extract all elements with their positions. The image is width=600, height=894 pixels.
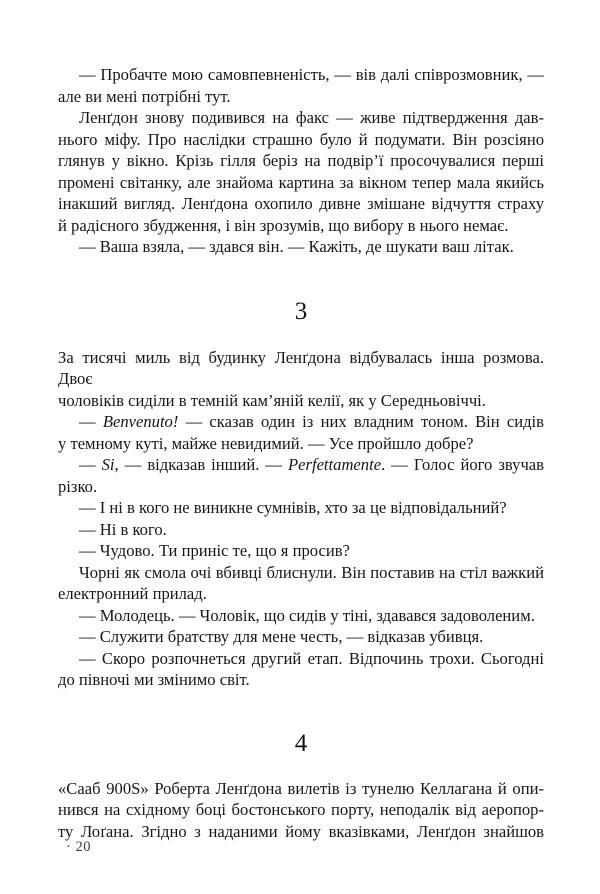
text-line: нього міфу. Про наслідки страшно було й подумати. Він розсіяно xyxy=(58,129,544,149)
paragraph xyxy=(58,454,544,497)
text-line: — І ні в кого не виникне сумнівів, хто за це відповідальний? xyxy=(79,498,507,517)
text-line: ту Лоґана. Згідно з наданими йому вказівками, Ленґдон знайшов xyxy=(58,821,544,841)
text-line: до півночі ми змінимо світ. xyxy=(58,670,250,689)
text-line: — Пробачте мою самовпевненість, — вів далі співрозмовник, — xyxy=(79,65,544,84)
chapter-number: 3 xyxy=(294,297,308,325)
text-line: — Скоро розпочнеться другий етап. Відпочинь трохи. Сьогодні xyxy=(79,648,544,668)
paragraph xyxy=(58,519,544,541)
text-line: промені світанку, але знайома картина за вікном тепер мала якийсь xyxy=(58,172,544,192)
paragraph xyxy=(58,236,544,258)
text-line: — Молодець. — Чоловік, що сидів у тіні, здавався задоволеним. xyxy=(79,605,535,625)
text-line: За тисячі миль від будинку Ленґдона відбувалась інша розмова. Двоє xyxy=(58,347,544,388)
page-text-block xyxy=(58,64,544,842)
paragraph xyxy=(58,648,544,691)
text-line: чоловіків сиділи в темній кам’яній келії, як у Середньовіччі. xyxy=(58,390,486,410)
text-line: різко. xyxy=(58,476,98,496)
text-line: — Служити братству для мене честь, — відказав убивця. xyxy=(79,627,484,646)
paragraph xyxy=(58,540,544,562)
text-line: електронний прилад. xyxy=(58,584,207,603)
text-line: — Чудово. Ти приніс те, що я просив? xyxy=(79,541,350,560)
paragraph xyxy=(58,778,544,843)
text-line: Чорні як смола очі вбивці блиснули. Він поставив на стіл важкий xyxy=(79,562,544,582)
paragraph xyxy=(58,562,544,605)
paragraph xyxy=(58,626,544,648)
text-line: глянув у вікно. Крізь гілля беріз на подвір’ї просочувалися перші xyxy=(58,151,544,170)
paragraph xyxy=(58,347,544,412)
paragraph xyxy=(58,411,544,454)
paragraph xyxy=(58,107,544,236)
paragraph xyxy=(58,605,544,627)
text-line: у темному куті, майже невидимий. — Усе пройшло добре? xyxy=(58,433,474,453)
text-line: Ленґдон знову подивився на факс — живе підтвердження дав- xyxy=(79,108,544,127)
page-number: · 20 xyxy=(66,839,91,855)
text-line: нився на східному боці бостонського порту, неподалік від аеропор- xyxy=(58,800,544,819)
text-line: але ви мені потрібні тут. xyxy=(58,86,231,106)
text-line: — Ні в кого. xyxy=(79,519,167,539)
paragraph xyxy=(58,64,544,107)
chapter-number: 4 xyxy=(294,729,308,757)
text-line: — Benvenuto! — сказав один із них владним тоном. Він сидів xyxy=(79,412,545,431)
text-line: інакший вигляд. Ленґдона охопило дивне змішане відчуття страху xyxy=(58,194,544,213)
paragraph xyxy=(58,497,544,519)
text-line: — Ваша взяла, — здався він. — Кажіть, де шукати ваш літак. xyxy=(79,237,514,256)
text-line: й радісного збудження, і він зрозумів, що вибору в нього немає. xyxy=(58,215,509,235)
text-line: — Si, — відказав інший. — Perfettamente. — Голос його звучав xyxy=(79,455,545,474)
text-line: «Сааб 900S» Роберта Ленґдона вилетів із тунелю Келлагана й опи- xyxy=(58,778,544,798)
